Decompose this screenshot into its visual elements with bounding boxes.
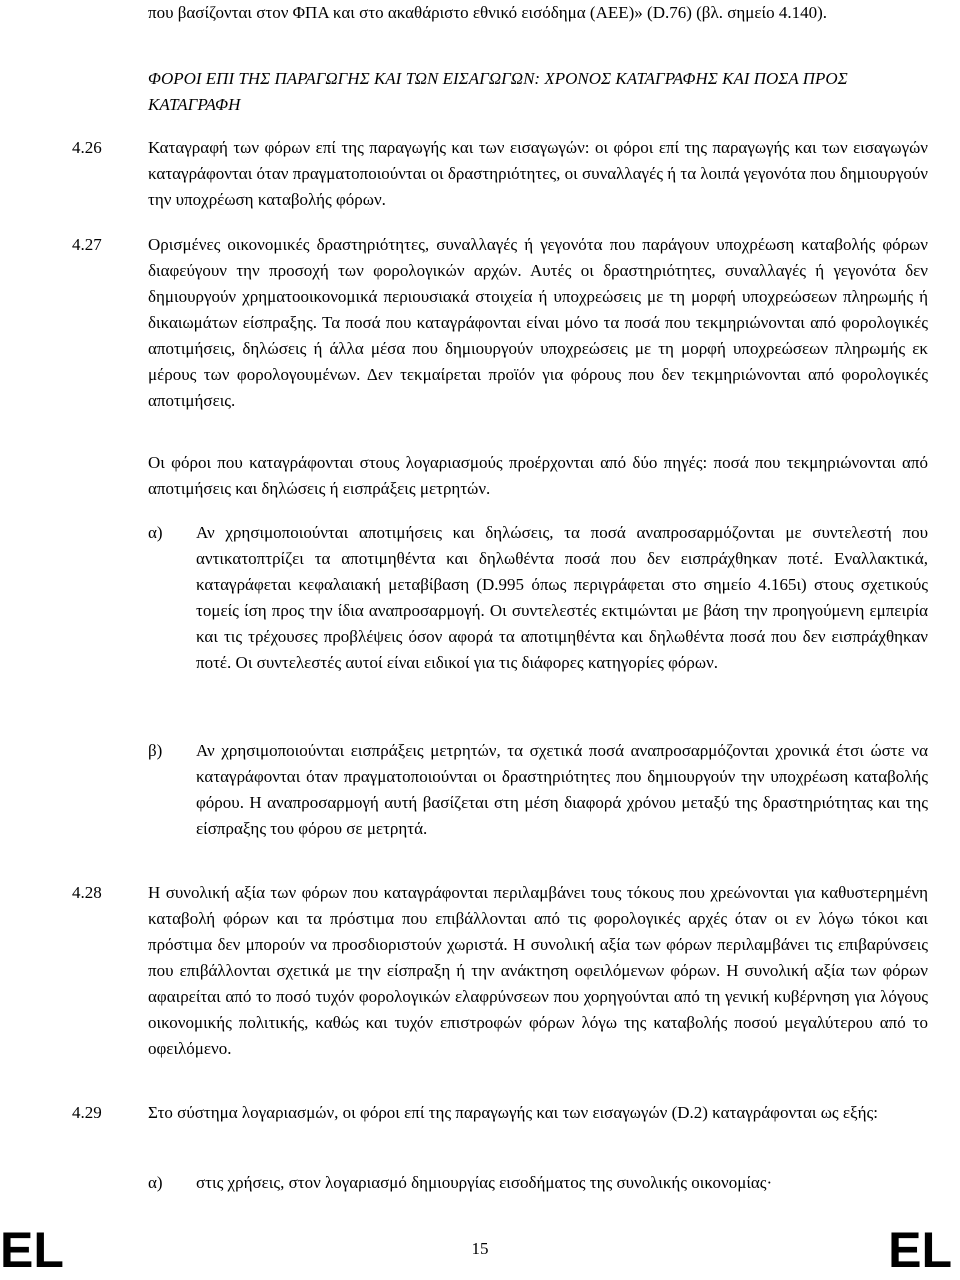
paragraph-number: 4.27 (72, 235, 102, 254)
paragraph-number: 4.29 (72, 1103, 102, 1122)
section-heading: ΦΟΡΟΙ ΕΠΙ ΤΗΣ ΠΑΡΑΓΩΓΗΣ ΚΑΙ ΤΩΝ ΕΙΣΑΓΩΓΩΝ: ΧΡΟΝΟΣ ΚΑΤΑΓΡΑΦΗΣ ΚΑΙ ΠΟΣΑ ΠΡΟΣ ΚΑΤΑΓΡΑΦΗ (148, 69, 848, 114)
list-item-a (148, 1170, 928, 1196)
list-item-label: α) (148, 1173, 163, 1192)
paragraph-number: 4.28 (72, 883, 102, 902)
language-mark-left: EL (0, 1222, 64, 1278)
paragraph-4-26 (72, 135, 928, 213)
page-number: 15 (471, 1239, 489, 1258)
paragraph-text: Ορισμένες οικονομικές δραστηριότητες, συναλλαγές ή γεγονότα που παράγουν υποχρέωση καταβολής φόρων διαφεύγουν την προσοχή των φορολογικών αρχών. Αυτές οι δραστηριότητες, συναλλαγές ή γεγονότα δεν δημιουργούν χρηματοοικονομικά περιουσιακά στοιχεία ή υποχρεώσεις με τη μορφή υποχρεώσεων πληρωμής ή δικαιωμάτων είσπραξης. Τα ποσά που καταγράφονται είναι μόνο τα ποσά που τεκμηριώνονται από φορολογικές αποτιμήσεις, δηλώσεις ή άλλα μέσα που δημιουργούν υποχρεώσεις με τη μορφή υποχρεώσεων πληρωμής εκ μέρους των φορολογουμένων. Δεν τεκμαίρεται προϊόν για φόρους που δεν τεκμηριώνονται από φορολογικές αποτιμήσεις. (148, 235, 928, 410)
list-item-text: Αν χρησιμοποιούνται αποτιμήσεις και δηλώσεις, τα ποσά αναπροσαρμόζονται με συντελεστή που αντικατοπτρίζει τα αποτιμηθέντα και δηλωθέντα ποσά που δεν εισπράχθηκαν ποτέ. Εναλλακτικά, καταγράφεται κεφαλαιακή μεταβίβαση (D.995 όπως περιγράφεται στο σημείο 4.165ι) στους σχετικούς τομείς ίση προς την ίδια αναπροσαρμογή. Οι συντελεστές εκτιμώνται με βάση την προηγούμενη εμπειρία και τις τρέχουσες προβλέψεις όσον αφορά τα αποτιμηθέντα και δηλωθέντα ποσά που δεν εισπράχθηκαν ποτέ. Οι συντελεστές αυτοί είναι ειδικοί για τις διάφορες κατηγορίες φόρων. (196, 523, 928, 672)
list-item-text: Αν χρησιμοποιούνται εισπράξεις μετρητών, τα σχετικά ποσά αναπροσαρμόζονται χρονικά έτσι ώστε να καταγράφονται όταν πραγματοποιούνται οι δραστηριότητες που δημιουργούν την υποχρέωση καταβολής φόρου. Η αναπροσαρμογή αυτή βασίζεται στη μέση διαφορά χρόνου μεταξύ της δραστηριότητας και της είσπραξης του φόρου σε μετρητά. (196, 741, 928, 838)
list-item-b (148, 738, 928, 842)
paragraph-4-27-continuation: Οι φόροι που καταγράφονται στους λογαριασμούς προέρχονται από δύο πηγές: ποσά που τεκμηριώνονται από αποτιμήσεις και δηλώσεις ή εισπράξεις μετρητών. (148, 453, 928, 498)
list-item-a (148, 520, 928, 676)
intro-fragment: που βασίζονται στον ΦΠΑ και στο ακαθάριστο εθνικό εισόδημα (ΑΕΕ)» (D.76) (βλ. σημείο 4.140). (148, 3, 827, 22)
list-item-label: β) (148, 741, 163, 760)
paragraph-4-27 (72, 232, 928, 414)
paragraph-4-28 (72, 880, 928, 1062)
paragraph-text: Καταγραφή των φόρων επί της παραγωγής και των εισαγωγών: οι φόροι επί της παραγωγής και των εισαγωγών καταγράφονται όταν πραγματοποιούνται οι δραστηριότητες, οι συναλλαγές ή τα λοιπά γεγονότα που δημιουργούν την υποχρέωση καταβολής φόρων. (148, 138, 928, 209)
list-item-label: α) (148, 523, 163, 542)
paragraph-text: Στο σύστημα λογαριασμών, οι φόροι επί της παραγωγής και των εισαγωγών (D.2) καταγράφονται ως εξής: (148, 1103, 878, 1122)
list-item-text: στις χρήσεις, στον λογαριασμό δημιουργίας εισοδήματος της συνολικής οικονομίας· (196, 1173, 773, 1192)
language-mark-right: EL (888, 1222, 952, 1278)
paragraph-4-29 (72, 1100, 928, 1126)
paragraph-number: 4.26 (72, 138, 102, 157)
paragraph-text: Η συνολική αξία των φόρων που καταγράφονται περιλαμβάνει τους τόκους που χρεώνονται για καθυστερημένη καταβολή φόρων και τα πρόστιμα που επιβάλλονται από τις φορολογικές αρχές όταν οι εν λόγω τόκοι και πρόστιμα δεν μπορούν να προσδιοριστούν χωριστά. Η συνολική αξία των φόρων περιλαμβάνει τις επιβαρύνσεις που επιβάλλονται σχετικά με την είσπραξη ή την ανάκτηση οφειλόμενων φόρων. Η συνολική αξία των φόρων αφαιρείται από το ποσό τυχόν φορολογικών ελαφρύνσεων που χορηγούνται από τη γενική κυβέρνηση για λόγους οικονομικής πολιτικής, καθώς και τυχόν επιστροφών φόρων λόγω της καταβολής ποσού μεγαλύτερου από το οφειλόμενο. (148, 883, 928, 1058)
